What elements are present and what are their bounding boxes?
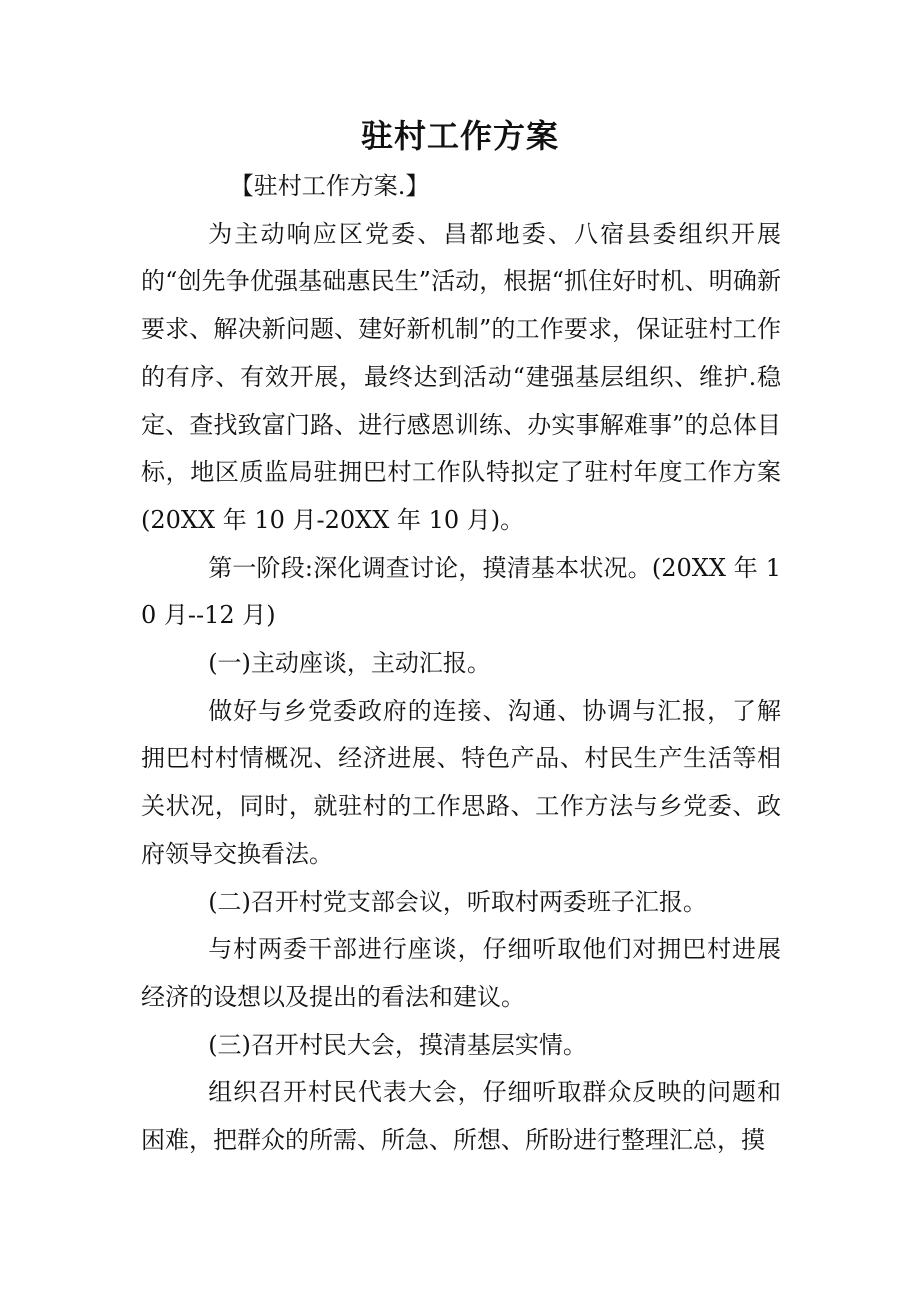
paragraph-intro: 为主动响应区党委、昌都地委、八宿县委组织开展的“创先争优强基础惠民生”活动，根据“抓住好时机、明确新要求、解决新问题、建好新机制”的工作要求，保证驻村工作的有序、有效开展，最终达到活动“建强基层组织、维护.稳定、查找致富门路、进行感恩训练、办实事解难事”的总体目标，地区质监局驻拥巴村工作队特拟定了驻村年度工作方案(20XX 年 10 月-20XX 年 10 月)。	[141, 219, 781, 534]
paragraph-heading-three: (三)召开村民大会，摸清基层实情。	[208, 1030, 587, 1059]
paragraph-liaison: 做好与乡党委政府的连接、沟通、协调与汇报，了解拥巴村村情概况、经济进展、特色产品、村民生产生活等相关状况，同时，就驻村的工作思路、工作方法与乡党委、政府领导交换看法。	[141, 696, 781, 868]
paragraph-heading-one: (一)主动座谈，主动汇报。	[208, 649, 491, 678]
paragraph-stage-one: 第一阶段:深化调查讨论，摸清基本状况。(20XX 年 10 月--12 月)	[141, 553, 781, 630]
document-body	[141, 163, 781, 1165]
paragraph-heading-two: (二)召开村党支部会议，听取村两委班子汇报。	[208, 887, 707, 916]
paragraph-cadre-meeting: 与村两委干部进行座谈，仔细听取他们对拥巴村进展经济的设想以及提出的看法和建议。	[141, 935, 781, 1011]
paragraph-villager-meeting: 组织召开村民代表大会，仔细听取群众反映的问题和困难，把群众的所需、所急、所想、所盼进行整理汇总，摸	[141, 1078, 781, 1155]
document-title: 驻村工作方案	[360, 117, 559, 155]
document-subtitle: 【驻村工作方案.】	[229, 172, 430, 200]
